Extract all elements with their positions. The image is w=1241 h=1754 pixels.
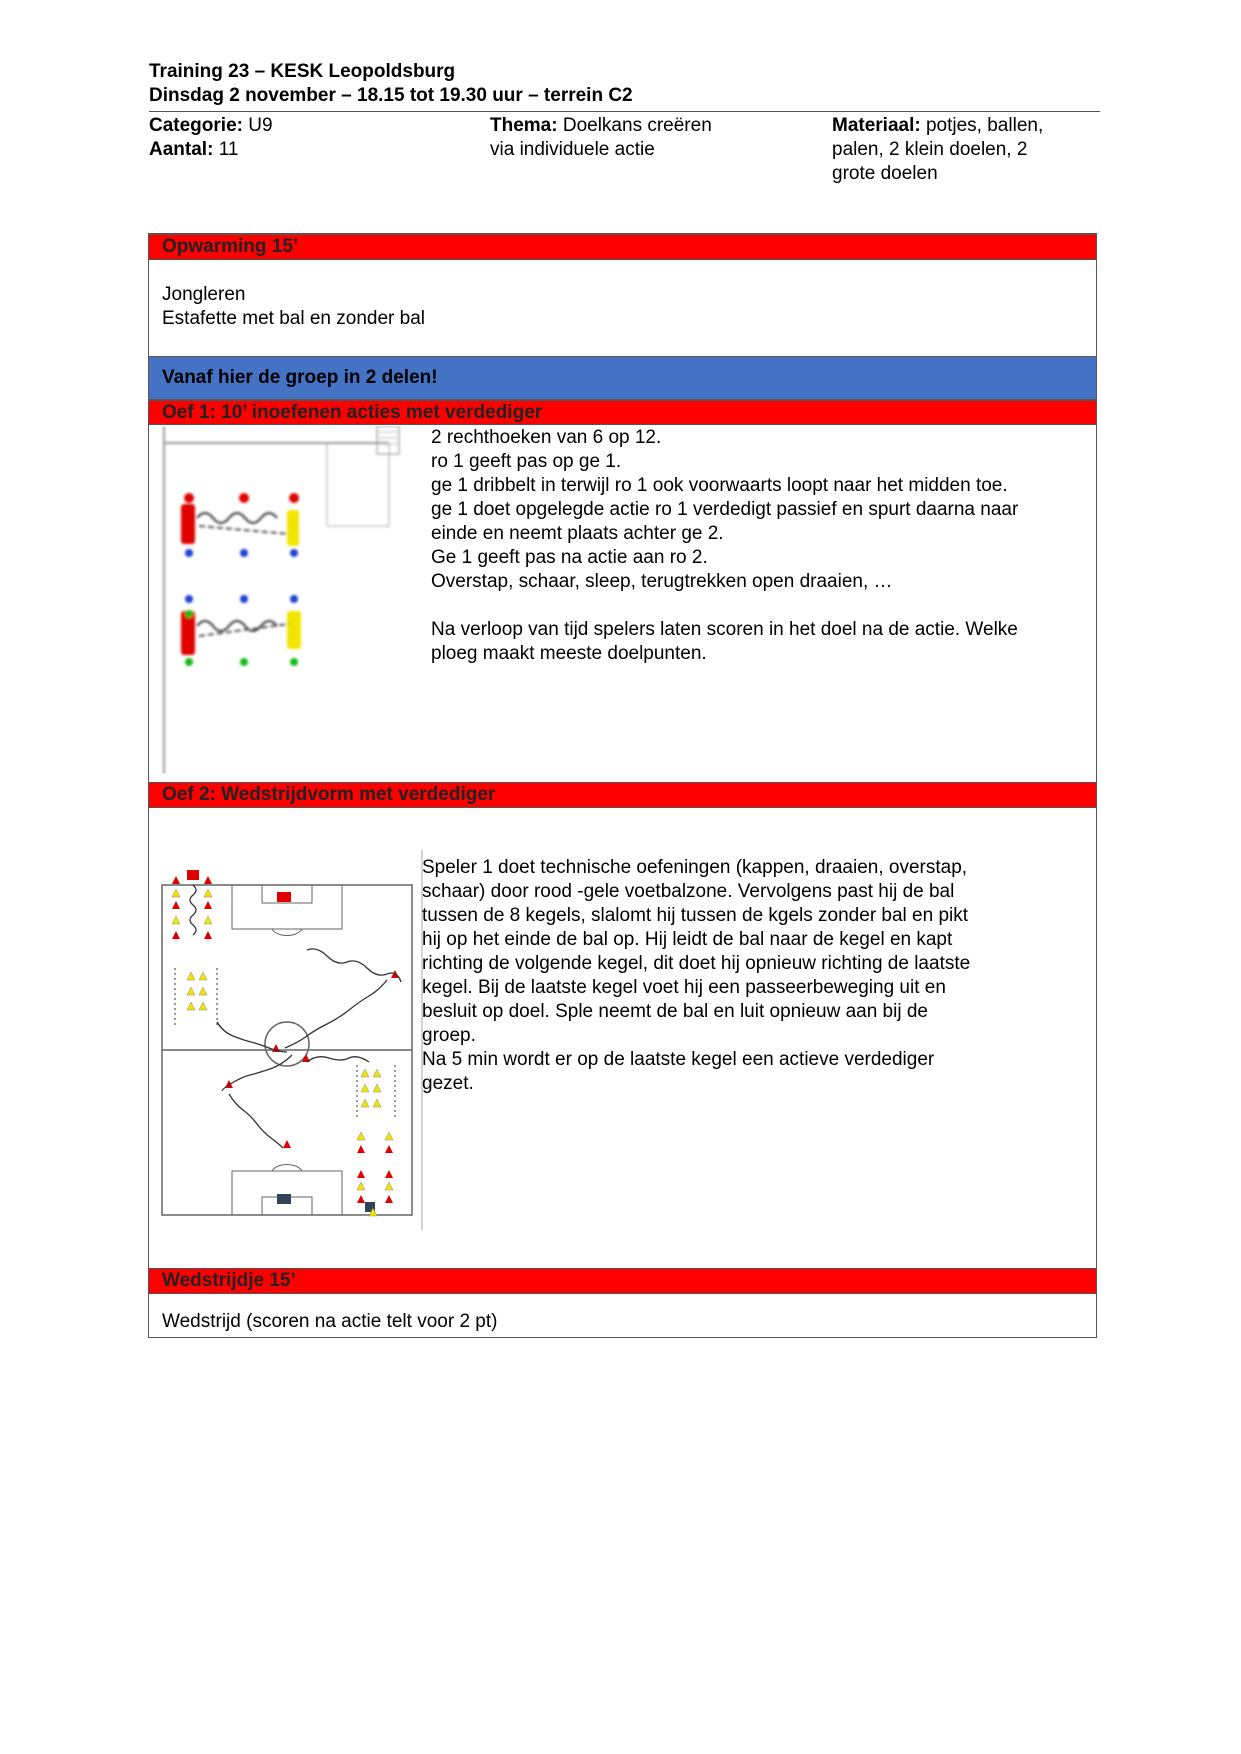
oef2-line: gezet. xyxy=(422,1073,474,1094)
oef2-line: Speler 1 doet technische oefeningen (kappen, draaien, overstap, xyxy=(422,857,968,878)
oef2-line: hij op het einde de bal op. Hij leidt de bal naar de kegel en kapt xyxy=(422,929,953,950)
document-subtitle: Dinsdag 2 november – 18.15 tot 19.30 uur – terrein C2 xyxy=(149,85,633,106)
categorie-row xyxy=(149,114,449,138)
warmup-line-2: Estafette met bal en zonder bal xyxy=(162,308,425,329)
oef1-line: ge 1 dribbelt in terwijl ro 1 ook voorwaarts loopt naar het midden toe. xyxy=(431,475,1008,496)
match-heading: Wedstrijdje 15’ xyxy=(149,1268,1096,1294)
oef2-line: schaar) door rood -gele voetbalzone. Vervolgens past hij de bal xyxy=(422,881,955,902)
split-heading: Vanaf hier de groep in 2 delen! xyxy=(149,356,1096,400)
oef2-line: tussen de 8 kegels, slalomt hij tussen de kgels zonder bal en pikt xyxy=(422,905,969,926)
oef1-line: ro 1 geeft pas op ge 1. xyxy=(431,451,622,472)
oef2-line: besluit op doel. Sple neemt de bal en luit opnieuw aan bij de xyxy=(422,1001,928,1022)
materiaal-row xyxy=(832,114,1092,138)
oef2-line: kegel. Bij de laatste kegel voet hij een passeerbeweging uit en xyxy=(422,977,946,998)
warmup-heading: Opwarming 15’ xyxy=(149,234,1096,260)
thema-label: Thema: xyxy=(490,115,558,136)
oef2-description xyxy=(422,856,970,1096)
aantal-row xyxy=(149,138,449,162)
oef2-heading: Oef 2: Wedstrijdvorm met verdediger xyxy=(149,782,1096,808)
match-line: Wedstrijd (scoren na actie telt voor 2 pt) xyxy=(162,1311,498,1332)
aantal-value: 11 xyxy=(218,139,239,160)
oef2-line: richting de volgende kegel, dit doet hij opnieuw richting de laatste xyxy=(422,953,971,974)
oef1-heading: Oef 1: 10’ inoefenen acties met verdediger xyxy=(149,400,1096,425)
oef1-line: ge 1 doet opgelegde actie ro 1 verdedigt passief en spurt daarna naar xyxy=(431,499,1019,520)
header-divider xyxy=(149,111,1100,112)
oef1-line: Ge 1 geeft pas na actie aan ro 2. xyxy=(431,547,708,568)
materiaal-label: Materiaal: xyxy=(832,115,921,136)
materiaal-value-1: potjes, ballen, xyxy=(925,115,1044,136)
meta-column-thema xyxy=(490,114,790,162)
oef2-diagram xyxy=(157,850,427,1230)
oef1-line-blank xyxy=(431,594,1018,618)
oef1-line: einde en neemt plaats achter ge 2. xyxy=(431,523,724,544)
meta-column-materiaal xyxy=(832,114,1092,186)
categorie-value: U9 xyxy=(248,115,273,136)
oef1-line: ploeg maakt meeste doelpunten. xyxy=(431,643,707,664)
thema-value-2: via individuele actie xyxy=(490,139,655,160)
thema-value-1: Doelkans creëren xyxy=(562,115,712,136)
oef1-description xyxy=(431,426,1018,666)
oef1-diagram xyxy=(159,426,404,774)
meta-column-categorie xyxy=(149,114,449,162)
materiaal-value-2: palen, 2 klein doelen, 2 xyxy=(832,139,1028,160)
categorie-label: Categorie: xyxy=(149,115,243,136)
oef2-line: Na 5 min wordt er op de laatste kegel een actieve verdediger xyxy=(422,1049,935,1070)
oef1-line: Na verloop van tijd spelers laten scoren in het doel na de actie. Welke xyxy=(431,619,1018,640)
aantal-label: Aantal: xyxy=(149,139,214,160)
oef1-line: 2 rechthoeken van 6 op 12. xyxy=(431,427,662,448)
oef2-line: groep. xyxy=(422,1025,476,1046)
thema-row xyxy=(490,114,790,138)
document-title: Training 23 – KESK Leopoldsburg xyxy=(149,61,456,82)
materiaal-value-3: grote doelen xyxy=(832,163,938,184)
training-table xyxy=(148,233,1097,1338)
warmup-line-1: Jongleren xyxy=(162,284,246,305)
oef1-line: Overstap, schaar, sleep, terugtrekken open draaien, … xyxy=(431,571,893,592)
